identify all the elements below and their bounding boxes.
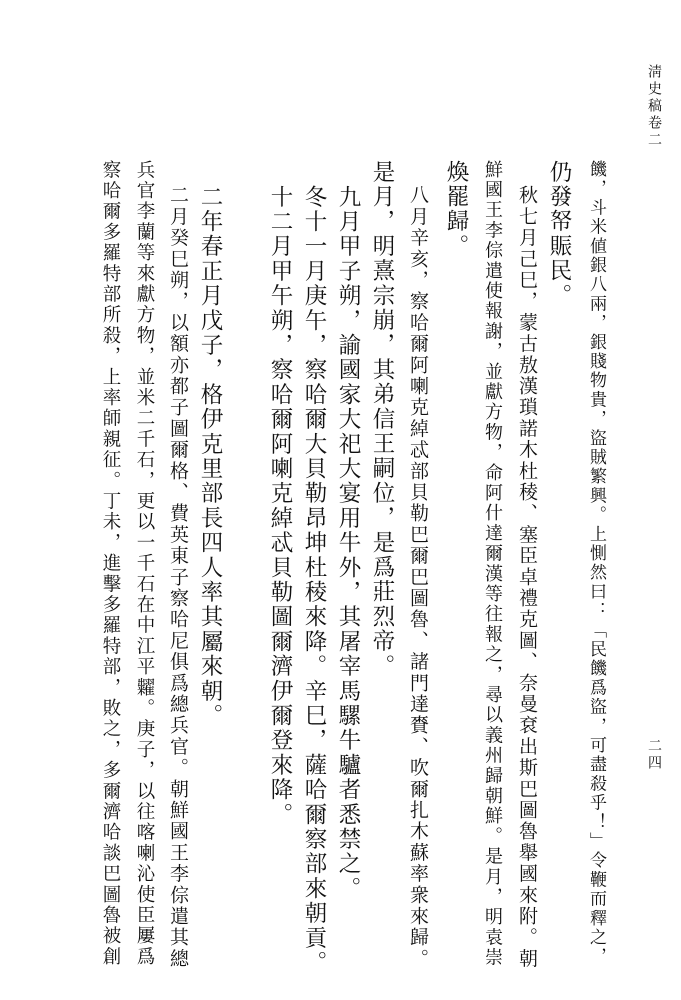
- text-column-13: 兵官李蘭等來獻方物，並米二千石，更以一千石在中江平糶。庚子，以往喀喇沁使臣屢爲: [134, 160, 155, 968]
- text-column-4: 鮮國王李倧遣使報謝，並獻方物，命阿什達爾漢等往報之，尋以義州歸朝鮮。是月，明袁崇: [482, 160, 503, 968]
- book-title: 淸史稿卷二: [646, 64, 662, 149]
- text-column-8: 九月甲子朔，諭國家大祀大宴用牛外，其屠宰馬騾牛驢者悉禁之。: [335, 185, 361, 902]
- text-column-7: 是月，明熹宗崩，其弟信王嗣位，是爲莊烈帝。: [369, 160, 395, 679]
- text-column-6: 八月辛亥，察哈爾阿喇克綽忒部貝勒巴爾巴圖魯、諸門達賚、吹爾扎木蘇率衆來歸。: [407, 185, 429, 970]
- text-column-14: 察哈爾多羅特部所殺，上率師親征。丁未，進擊多羅特部，敗之，多爾濟哈談巴圖魯被創: [100, 160, 121, 968]
- text-column-11: 二年春正月戊子，格伊克里部長四人率其屬來朝。: [197, 185, 223, 729]
- text-column-12: 二月癸巳朔，以額亦都子圖爾格、費英東子察哈尼俱爲總兵官。朝鮮國王李倧遣其總: [167, 185, 189, 970]
- text-column-10: 十二月甲午朔，察哈爾阿喇克綽忒貝勒圖爾濟伊爾登來降。: [267, 185, 293, 828]
- text-column-2: 仍發帑賑民。: [546, 160, 572, 309]
- text-column-9: 冬十一月庚午，察哈爾大貝勒昂坤杜稜來降。辛巳，薩哈爾察部來朝貢。: [301, 185, 327, 976]
- text-column-5: 煥罷歸。: [443, 160, 469, 259]
- text-column-1: 饑，斗米値銀八兩，銀賤物貴，盜賊繁興。上惻然曰：「民饑爲盜，可盡殺乎！」令鞭而釋之，: [586, 160, 606, 967]
- page-number: 二四: [646, 738, 662, 772]
- text-column-3: 秋七月己巳，蒙古敖漢瑣諾木杜稜、塞臣卓禮克圖、奈曼袞出斯巴圖魯舉國來附。朝: [516, 185, 538, 970]
